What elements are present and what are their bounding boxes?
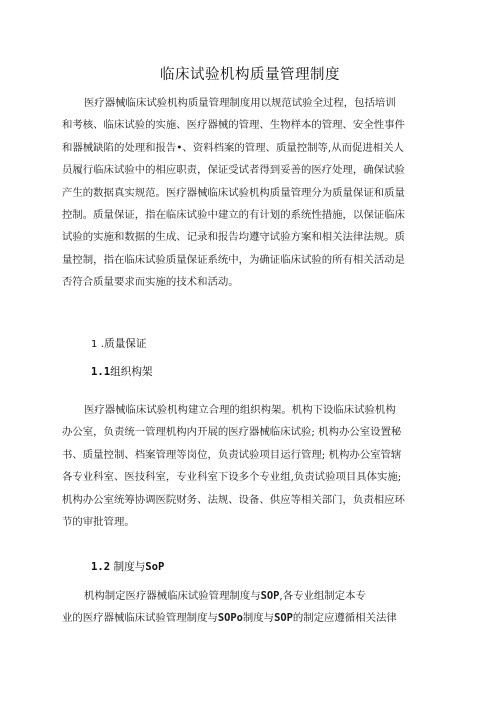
intro-line: 和考核、临床试验的实施、医疗器械的管理、生物样本的管理、安全性事件 (62, 119, 405, 132)
sop-text: ,各专业组制定本专 (279, 590, 366, 602)
org-line: 各专业科室、医技科室，专业科室下设多个专业组,负责试验项目具体实施; (62, 471, 402, 484)
sop-code: SOP (260, 590, 280, 602)
intro-line: 员履行临床试验中的相应职责，保证受试者得到妥善的医疗处理，确保试验 (62, 164, 405, 177)
sop-line (62, 607, 446, 629)
section-number: 1.2 (91, 561, 111, 573)
sop-text: 的制定应遵循相关法律 (292, 612, 397, 625)
intro-line: 试验的实施和数据的生成、记录和报告均遵守试验方案和相关法律法规。质 (62, 231, 405, 244)
sop-text: 制度与 (242, 612, 275, 625)
section-title-prefix: 制度与 (113, 561, 146, 573)
section-title: 组织构架 (110, 366, 153, 378)
org-line: 办公室，负责统一管理机构内开展的医疗器械临床试验; 机构办公室设置秘 (62, 426, 402, 439)
intro-line: 和器械缺陷的处理和报告•、资料档案的管理、质量控制等,从而促进相关人 (62, 141, 404, 154)
org-line: 机构办公室统筹协调医院财务、法规、设备、供应等相关部门，负责相应环 (62, 493, 405, 506)
section-title: .质量保证 (100, 338, 147, 350)
intro-paragraph (62, 92, 446, 294)
section-number: 1.1 (91, 366, 111, 378)
sop-code: SOP (274, 612, 293, 625)
intro-line: 控制。质量保证，指在临床试验中建立的有计划的系统性措施，以保证临床 (62, 208, 405, 221)
sop-code: SOPo (217, 612, 243, 625)
section-heading-org-structure (91, 364, 153, 379)
sop-text: 业的医疗器械临床试验管理制度与 (62, 612, 218, 625)
intro-line: 量控制，指在临床试验质量保证系统中，为确证临床试验的所有相关活动是 (62, 253, 405, 266)
section-heading-quality-assurance (91, 336, 147, 351)
section-heading-rules-sop (91, 559, 164, 574)
org-line: 医疗器械临床试验机构建立合理的组织构架。机构下设临床试验机构 (84, 404, 396, 416)
intro-line: 否符合质量要求而实施的技术和活动。 (62, 276, 239, 289)
intro-line: 医疗器械临床试验机构质量管理制度用以规范试验全过程，包括培训 (84, 97, 396, 109)
org-paragraph (62, 399, 446, 533)
sop-paragraph (62, 585, 446, 630)
intro-line: 产生的数据真实规范。医疗器械临床试验机构质量管理分为质量保证和质量 (62, 186, 405, 199)
sop-line (62, 585, 446, 607)
org-line: 书、质量控制、档案管理等岗位，负责试验项目运行管理; 机构办公室管辖 (62, 448, 402, 461)
section-number: 1 (91, 339, 98, 350)
sop-text: 机构制定医疗器械临床试验管理制度与 (84, 590, 261, 602)
org-line: 节的审批管理。 (62, 515, 135, 528)
document-title: 临床试验机构质量管理制度 (160, 67, 340, 83)
section-title-code: SoP (145, 561, 165, 573)
